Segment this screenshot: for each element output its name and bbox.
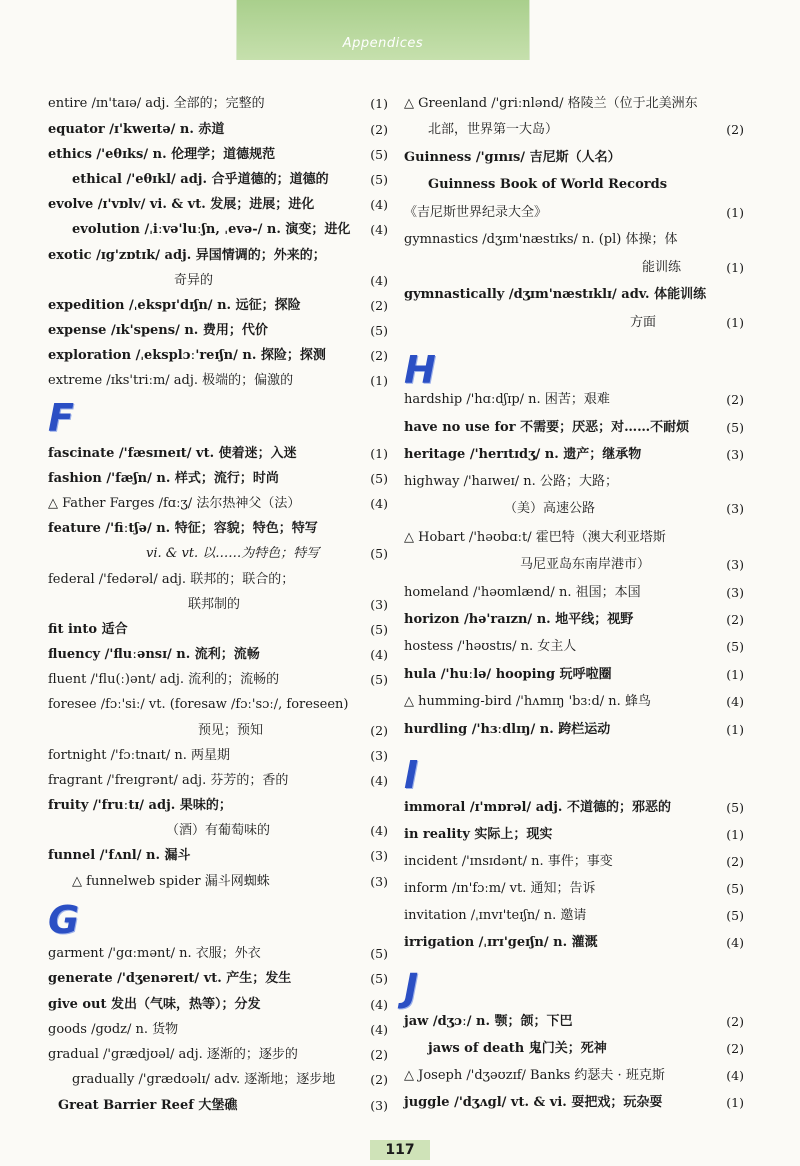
section-letter-f: F xyxy=(48,396,74,440)
section-letter-h: H xyxy=(404,348,436,392)
section-letter-i: I xyxy=(404,753,419,797)
section-letter-j: J xyxy=(404,966,419,1010)
section-letter-g: G xyxy=(48,898,80,942)
appendices-header xyxy=(236,0,530,60)
page-number: 117 xyxy=(370,1140,430,1160)
header-label: Appendices xyxy=(342,36,424,51)
